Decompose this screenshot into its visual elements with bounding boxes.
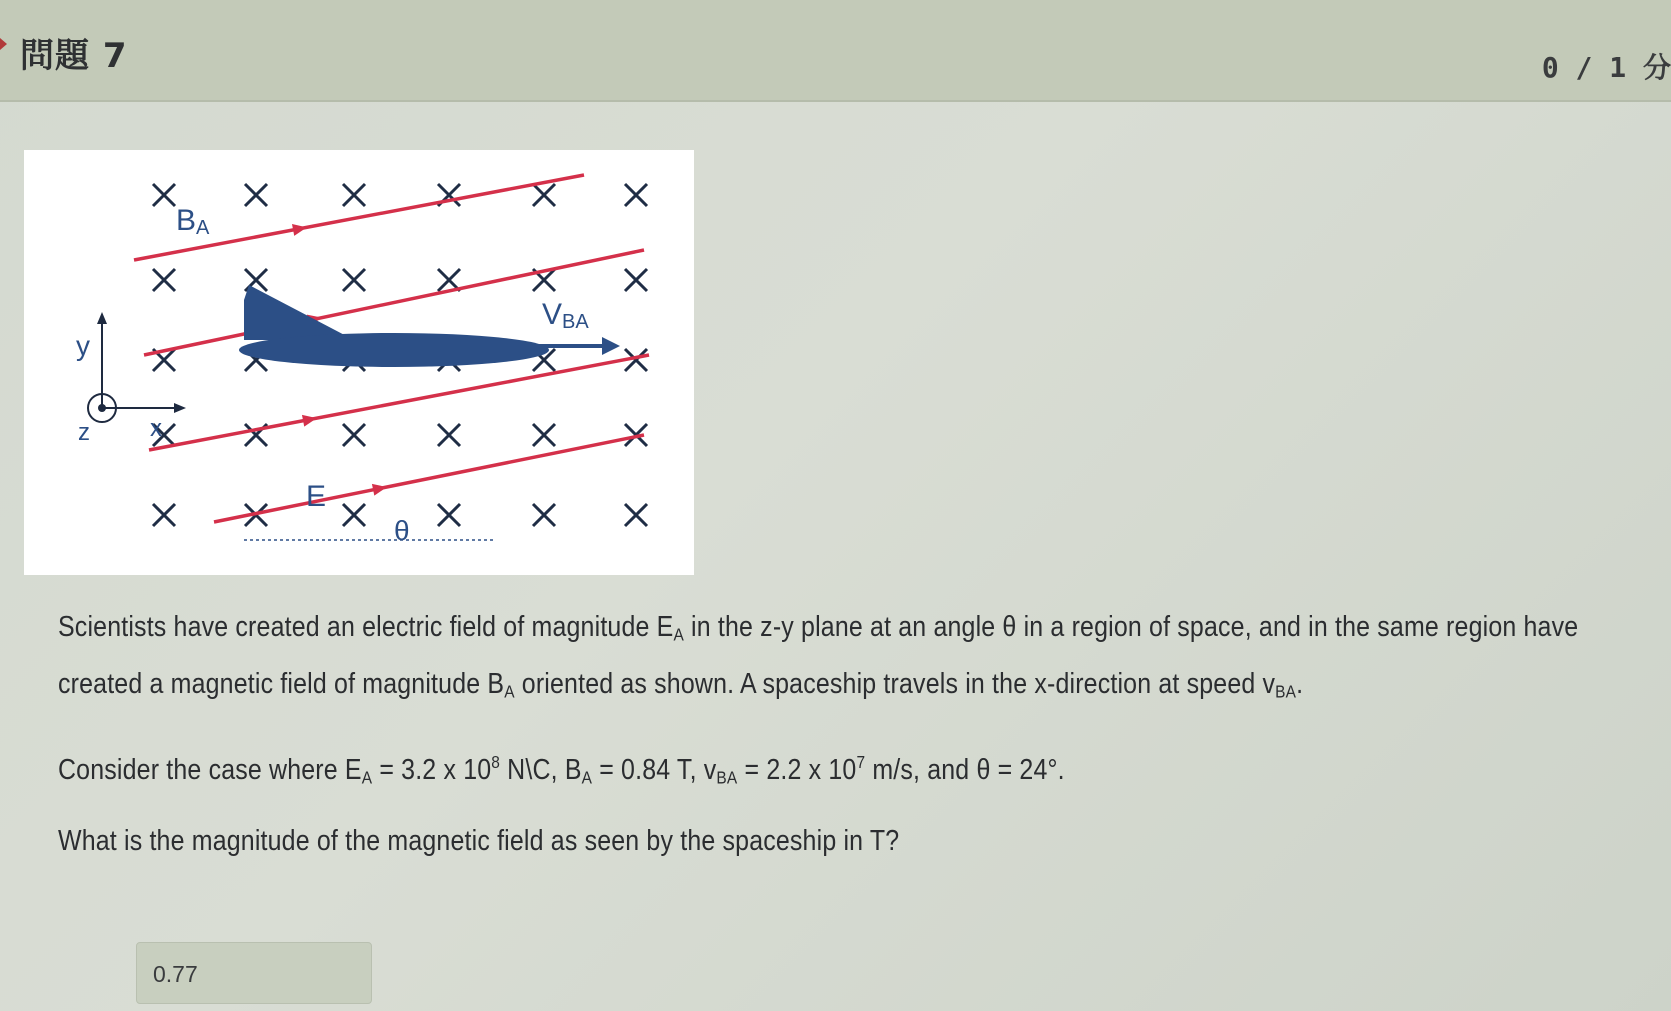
field-cross-icon	[245, 184, 267, 206]
field-cross-icon	[625, 269, 647, 291]
question-paragraph-3: What is the magnitude of the magnetic field as seen by the spaceship in T?	[58, 825, 900, 858]
field-cross-icon	[343, 184, 365, 206]
field-cross-icon	[438, 504, 460, 526]
field-cross-icon	[625, 504, 647, 526]
field-cross-icon	[153, 184, 175, 206]
spaceship-icon	[239, 285, 549, 367]
question-header	[0, 0, 1671, 102]
field-cross-icon	[343, 269, 365, 291]
velocity-label: VBA	[542, 298, 589, 333]
field-cross-icon	[153, 269, 175, 291]
coordinate-axes	[76, 312, 186, 446]
field-line	[149, 355, 649, 450]
answer-input[interactable]: 0.77	[136, 942, 372, 1004]
electric-field-label: E	[306, 480, 327, 513]
flag-icon	[0, 38, 7, 50]
angle-label: θ	[394, 515, 410, 546]
magnetic-field-label: BA	[176, 204, 210, 239]
field-cross-icon	[625, 184, 647, 206]
field-line	[214, 435, 644, 522]
score-label: 0 / 1 分	[1541, 51, 1671, 84]
question-title: 問題 7	[20, 36, 128, 76]
field-cross-icon	[533, 504, 555, 526]
question-paragraph-1: Scientists have created an electric field of magnitude $E_A$ in the z-y plane at an angle θ in a region of space, and in the same region have created a magnetic field of magnitude $B_A$ oriented as shown. A spaceship travels in the x-direction at speed $v_{BA}$.	[58, 611, 1579, 702]
field-cross-icon	[343, 504, 365, 526]
field-cross-icon	[343, 424, 365, 446]
axis-x-label: x	[150, 415, 162, 442]
field-cross-icon	[533, 424, 555, 446]
field-cross-icon	[153, 504, 175, 526]
field-cross-icon	[533, 184, 555, 206]
question-paragraph-2: Consider the case where $E_A = 3.2$ x $10^8$ N\C, $B_A = 0.84$ T, $v_{BA} = 2.2$ x $10^7$ m/s, and θ = 24°.	[58, 751, 1065, 788]
question-text	[58, 602, 1579, 866]
axis-y-label: y	[76, 330, 90, 361]
physics-diagram	[24, 150, 694, 575]
axis-z-label: z	[78, 419, 90, 446]
field-cross-icon	[438, 424, 460, 446]
